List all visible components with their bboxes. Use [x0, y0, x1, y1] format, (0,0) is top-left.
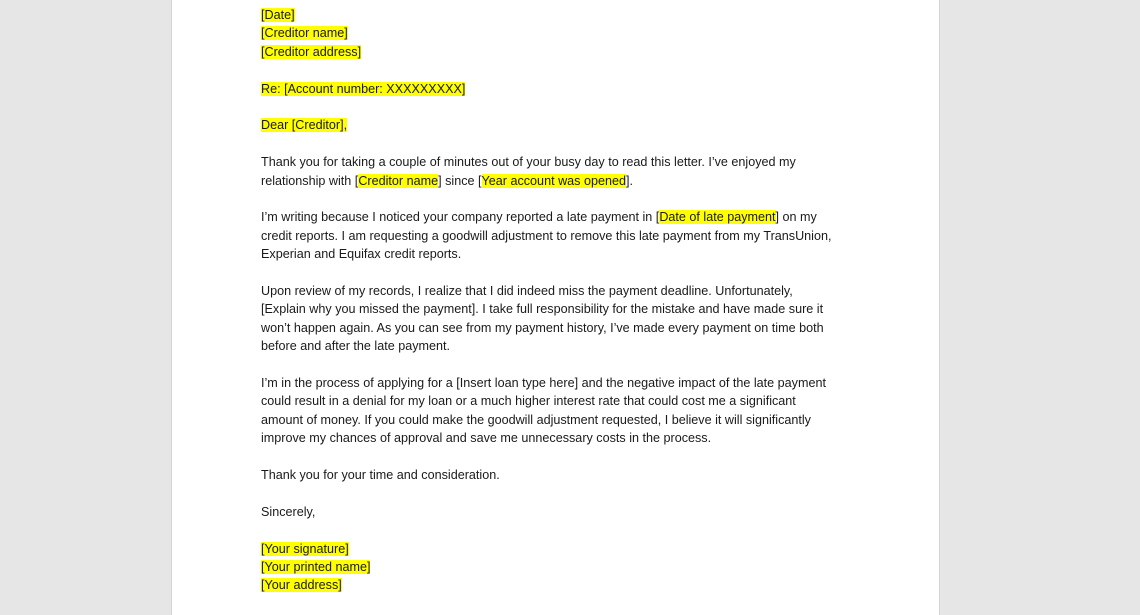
creditor-address-placeholder[interactable]: [Creditor address]	[261, 44, 362, 59]
signature-block	[261, 540, 881, 595]
year-opened-placeholder[interactable]: Year account was opened	[481, 173, 626, 188]
paragraph-line: Experian and Equifax credit reports.	[261, 247, 462, 262]
paragraph-line: amount of money. If you could make the goodwill adjustment requested, I believe it will significantly	[261, 412, 811, 427]
document-page	[171, 0, 940, 615]
paragraph-intro	[261, 153, 881, 190]
closing	[261, 503, 881, 521]
account-number-placeholder[interactable]: Re: [Account number: XXXXXXXXX]	[261, 81, 466, 96]
creditor-name-inline-placeholder[interactable]: Creditor name	[358, 173, 439, 188]
letter-body	[261, 6, 881, 613]
salutation	[261, 116, 881, 134]
closing-text: Sincerely,	[261, 504, 316, 519]
salutation-text[interactable]: Dear [Creditor],	[261, 118, 348, 133]
re-line	[261, 80, 881, 98]
paragraph-line: credit reports. I am requesting a goodwill adjustment to remove this late payment from my TransUnion,	[261, 228, 832, 243]
date-placeholder[interactable]: [Date]	[261, 8, 295, 22]
paragraph-line: could result in a denial for my loan or a much higher interest rate that could cost me a significant	[261, 394, 796, 409]
paragraph-line: Upon review of my records, I realize that I did indeed miss the payment deadline. Unfortunately,	[261, 284, 793, 299]
paragraph-line: Thank you for taking a couple of minutes out of your busy day to read this letter. I’ve enjoyed my	[261, 155, 796, 170]
paragraph-explanation	[261, 282, 881, 356]
address-placeholder[interactable]: [Your address]	[261, 578, 342, 593]
creditor-name-placeholder[interactable]: [Creditor name]	[261, 26, 348, 41]
thanks-line	[261, 466, 881, 484]
paragraph-line: relationship with [Creditor name] since [Year account was opened].	[261, 173, 633, 188]
paragraph-line: I’m writing because I noticed your company reported a late payment in [Date of late payment] on my	[261, 210, 817, 225]
paragraph-impact	[261, 374, 881, 448]
printed-name-placeholder[interactable]: [Your printed name]	[261, 560, 371, 575]
late-payment-date-placeholder[interactable]: Date of late payment	[659, 210, 776, 225]
paragraph-line: I’m in the process of applying for a [Insert loan type here] and the negative impact of the late payment	[261, 376, 826, 391]
signature-placeholder[interactable]: [Your signature]	[261, 541, 349, 556]
thanks-text: Thank you for your time and consideration.	[261, 468, 500, 483]
paragraph-line: improve my chances of approval and save me unnecessary costs in the process.	[261, 431, 712, 446]
recipient-block	[261, 6, 881, 61]
paragraph-line: won’t happen again. As you can see from my payment history, I’ve made every payment on time both	[261, 320, 824, 335]
paragraph-reason	[261, 208, 881, 263]
paragraph-line: before and after the late payment.	[261, 339, 451, 354]
paragraph-line: [Explain why you missed the payment]. I take full responsibility for the mistake and have made sure it	[261, 302, 824, 317]
